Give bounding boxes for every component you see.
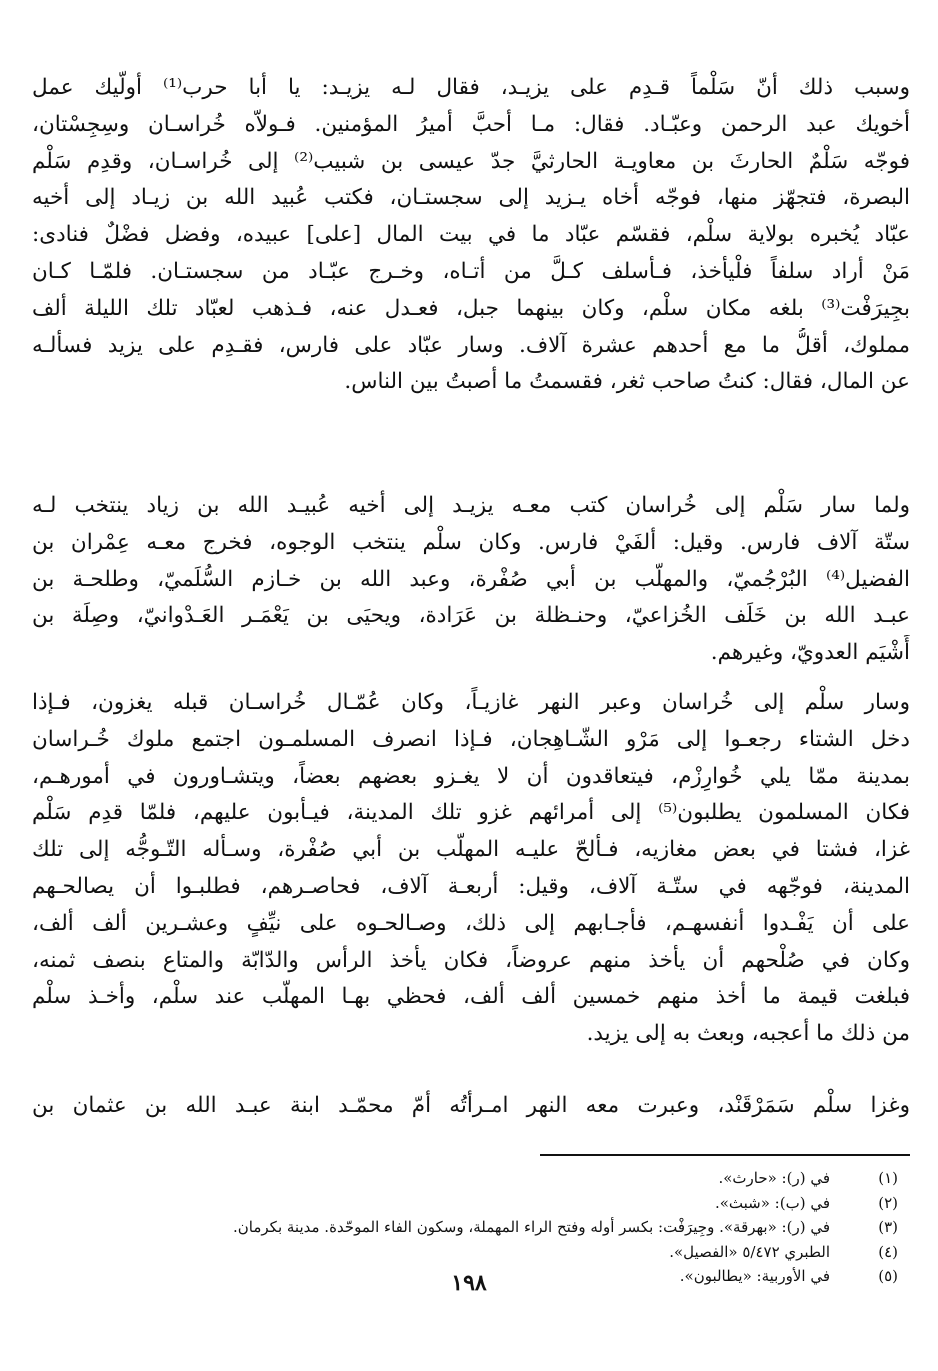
text-line: وسار سلْم إلى خُراسان وعبر النهر غازيـاً، وكان عُمّـال خُراسـان قبله يغزون، فـإذا — [32, 690, 910, 715]
text-line: أَشْيَم العدويّ، وغيرهم. — [710, 640, 910, 666]
footnote-item — [32, 1166, 910, 1191]
footnote-number: (٢) — [878, 1193, 898, 1212]
text-line: أخويك عبد الرحمن وعبّـاد. فقال: مـا أحبَّ أميرُ المؤمنين. فـولاّه خُراسـان وسِجِسْتان، — [32, 111, 910, 137]
text-line: ستّة آلاف فارس. وقيل: ألفَيْ فارس. وكان سلْم ينتخب الوجوه، فخرج معـه عِمْران بن — [32, 529, 910, 555]
text-line: وسبب ذلك أنّ سَلْماً قـدِم على يزيـد، فقال لـه يزيـد: يا أبا حرب⁽¹⁾ أولّيك عمل — [32, 75, 910, 100]
text-line: عبّاد يُخبره بولاية سلْم، فقسّم عبّاد ما في بيت المال [على] عبيده، وفضل فضْلٌ فنادى: — [32, 222, 910, 248]
footnote-number: (٣) — [878, 1218, 898, 1236]
text-line: مملوك، أقلُّ ما مع أحدهم عشرة آلاف. وسار عبّاد على فارس، فقـدِم على يزيد فسألـه — [32, 332, 910, 358]
paragraph-4 — [32, 1088, 910, 1125]
text-line: فكان المسلمون يطلبون⁽⁵⁾ إلى أمرائهم غزو تلك المدينة، فيـأبون عليهم، فلمّا قدِم سَلْم — [32, 800, 910, 826]
text-line: على أن يَفْـدوا أنفسهـم، فأجـابهم إلى ذلك، وصـالحـوه على نيِّفٍ وعشـرين ألف ألف، — [32, 910, 910, 936]
text-line: عن المال، فقال: كنتُ صاحب ثغر، فقسمتُ ما أصبتُ بين الناس. — [344, 369, 910, 395]
text-line: وكان في صُلْحهم أن يأخذ منهم عروضاً، فكان يأخذ الرأس والدّابّة والمتاع بنصف ثمنه، — [32, 947, 910, 973]
text-line: مَنْ أراد سلفاً فلْيأخذ، فـأسلف كـلَّ من أتـاه، وخـرج عبّـاد من سجستـان. فلمّـا كـان — [32, 258, 910, 284]
footnote-number: (١) — [878, 1169, 898, 1187]
text-line: فبلغت قيمة ما أخذ منهم خمسين ألف ألف، فحظي بهـا المهلّب عند سلْم، وأخـذ سلْم — [32, 984, 910, 1010]
footnote-text: في الأوربية: «يطالبون». — [679, 1267, 830, 1285]
footnote-text: الطبري ٥/٤٧٢ «الفصيل». — [669, 1242, 830, 1261]
text-line: الفضيل⁽⁴⁾ البُرْجُميّ، والمهلّب بن أبي صُفْرة، وعبد الله بن خـازم السُّلَميّ، وطلحـة بن — [32, 566, 910, 592]
footnote-item — [32, 1240, 910, 1265]
footnote-text: في (ر): «حارث». — [718, 1169, 830, 1187]
text-line: من ذلك ما أعجبه، وبعث به إلى يزيد. — [586, 1021, 910, 1047]
paragraph-3 — [32, 685, 910, 1053]
text-line: البصرة، فتجهّز منها، فوجّه أخاه يـزيد إلى سجستـان، فكتب عُبيد الله بن زيـاد إلى أخيه — [32, 185, 910, 211]
footnote-text: في (ب): «شبث». — [714, 1193, 830, 1212]
footnote-text: في (ر): «بهرقة». وجِيرَفْت: بكسر أوله وفتح الراء المهملة، وسكون الفاء الموحّدة. مدينة بكرمان. — [233, 1218, 830, 1236]
text-line: بجِيرَفْت⁽³⁾ بلغه مكان سلْم، وكان بينهما جبل، فعـدل عنه، فـذهب لعبّاد تلك الليلة ألف — [32, 295, 910, 321]
text-line: المدينة، فوجّهه في ستّـة آلاف، وقيل: أربعـة آلاف، فحاصـرهم، فطلبـوا أن يصالحـهم — [32, 873, 910, 899]
text-line: عبـد الله بن خَلَف الخُزاعيّ، وحنـظلة بن عَرَادة، ويحيَى بن يَعْمَـر العَـدْوانيّ، وصِلَة بن — [32, 603, 910, 629]
paragraph-2 — [32, 488, 910, 672]
footnote-item — [32, 1215, 910, 1240]
page-number: ١٩٨ — [451, 1270, 487, 1296]
text-line: غزا، فشتا في بعض مغازيه، فـألحّ عليـه المهلّب بن أبي صُفْرة، وسـأله التّـوجُّه إلى تلك — [32, 837, 910, 863]
text-line: وغزا سلْم سَمَرْقَنْد، وعبرت معه النهر امـرأتُه أمّ محمّـد ابنة عبـد الله بن عثمان بن — [32, 1093, 910, 1118]
text-line: بمدينة ممّا يلي خُوارِزْم، فيتعاقدون أن لا يغـزو بعضهم بعضاً، ويتشـاورون في أمورهـم، — [32, 763, 910, 789]
paragraph-1 — [32, 70, 910, 401]
text-line: دخل الشتاء رجعـوا إلى مَرْو الشّـاهِجان، فـإذا انصرف المسلمـون اجتمع ملوك خُـراسان — [32, 726, 910, 752]
footnote-item — [32, 1191, 910, 1216]
footnote-number: (٤) — [878, 1242, 898, 1261]
text-line: ولما سار سَلْم إلى خُراسان كتب معـه يزيـد إلى أخيه عُبيـد الله بن زياد ينتخب لـه — [32, 493, 910, 518]
footnote-separator — [540, 1154, 910, 1156]
text-line: فوجّه سَلْمٌ الحارثَ بن معاويـة الحارثيَّ جدّ عيسى بن شبيب⁽²⁾ إلى خُراسـان، وقدِم سَلْم — [32, 148, 910, 174]
footnote-number: (٥) — [878, 1267, 898, 1285]
